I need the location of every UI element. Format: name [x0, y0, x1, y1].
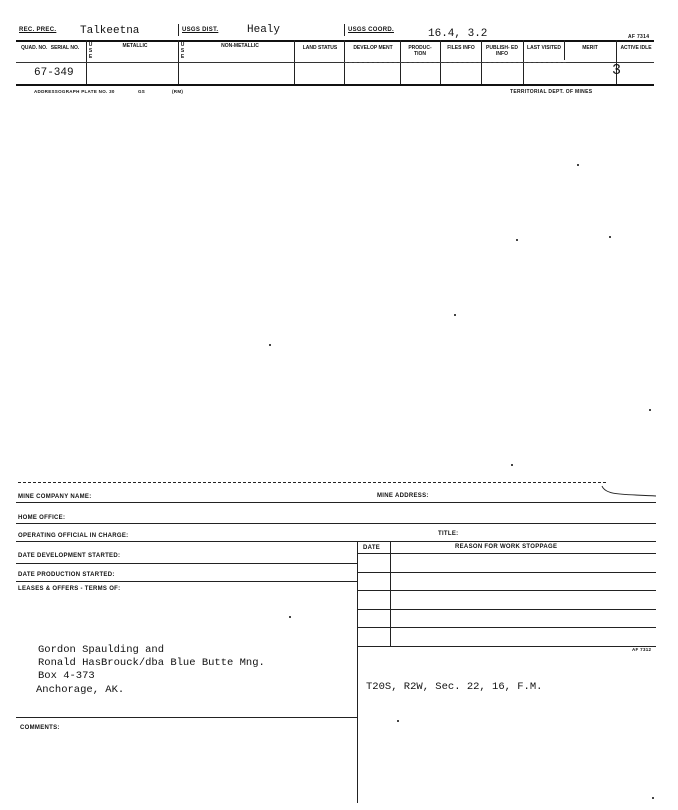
- table-rule: [357, 627, 656, 628]
- usgs-dist-label: USGS DIST.: [182, 27, 219, 33]
- header-bottom-rule: [16, 84, 654, 86]
- speck: [289, 616, 291, 618]
- mine-company-name-label: MINE COMPANY NAME:: [18, 494, 92, 500]
- table-rule: [357, 609, 656, 610]
- usgs-coord-label: USGS COORD.: [348, 27, 394, 33]
- speck: [609, 236, 611, 238]
- col-merit: MERIT: [582, 45, 598, 51]
- footer-right: TERRITORIAL DEPT. OF MINES: [510, 89, 593, 95]
- col-production: PRODUC- TION: [408, 45, 432, 57]
- header-subrule-dashed: [344, 62, 566, 63]
- location-text: T20S, R2W, Sec. 22, 16, F.M.: [366, 681, 543, 693]
- footer-mid-2: (RM): [172, 89, 184, 94]
- form-code: AF 7314: [628, 34, 650, 40]
- table-rule: [357, 553, 656, 554]
- col-non-metallic: NON-METALLIC: [221, 43, 259, 49]
- rule: [16, 502, 656, 503]
- rule: [16, 563, 357, 564]
- form-code-2: AF 7312: [632, 647, 652, 652]
- title-label: TITLE:: [438, 531, 459, 537]
- record-number: 67-349: [34, 67, 74, 79]
- owner-line-1: Gordon Spaulding and: [38, 644, 165, 656]
- date-column-header: DATE: [363, 545, 381, 551]
- col-active-idle: ACTIVE IDLE: [620, 45, 652, 51]
- rule: [16, 581, 357, 582]
- rec-prec-value: Talkeetna: [80, 25, 140, 37]
- speck: [511, 464, 513, 466]
- reason-column-header: REASON FOR WORK STOPPAGE: [455, 544, 558, 550]
- date-production-started-label: DATE PRODUCTION STARTED:: [18, 572, 115, 578]
- owner-line-4: Anchorage, AK.: [36, 684, 125, 696]
- speck: [577, 164, 579, 166]
- footer-left: ADDRESSOGRAPH PLATE NO. 30: [34, 89, 115, 94]
- comments-label: COMMENTS:: [20, 725, 60, 731]
- curl-mark: [600, 478, 660, 500]
- col-serial-no: SERIAL NO.: [50, 45, 80, 51]
- divider: [564, 40, 565, 60]
- owner-line-2: Ronald HasBrouck/dba Blue Butte Mng.: [38, 657, 265, 669]
- col-use-2: U S E: [180, 42, 185, 60]
- col-last-visited: LAST VISITED: [527, 45, 561, 51]
- speck: [397, 720, 399, 722]
- table-rule: [357, 572, 656, 573]
- home-office-label: HOME OFFICE:: [18, 515, 66, 521]
- operating-official-label: OPERATING OFFICIAL IN CHARGE:: [18, 533, 129, 539]
- col-published-info: PUBLISH- ED INFO: [486, 45, 518, 57]
- col-files-info: FILES INFO: [447, 45, 475, 51]
- col-use-1: U S E: [88, 42, 93, 60]
- form-top-rule: [18, 482, 606, 483]
- rule: [16, 541, 656, 542]
- col-land-status: LAND STATUS: [302, 45, 338, 51]
- merit-value: 3: [612, 62, 622, 79]
- divider: [390, 541, 391, 646]
- rule: [16, 717, 357, 718]
- usgs-dist-value: Healy: [247, 24, 281, 36]
- leases-offers-label: LEASES & OFFERS - TERMS OF:: [18, 586, 121, 592]
- date-development-started-label: DATE DEVELOPMENT STARTED:: [18, 553, 121, 559]
- speck: [652, 797, 654, 799]
- mine-address-label: MINE ADDRESS:: [377, 493, 429, 499]
- speck: [649, 409, 651, 411]
- speck: [454, 314, 456, 316]
- header-rule: [16, 40, 654, 42]
- rec-prec-label: REC. PREC.: [19, 27, 57, 33]
- usgs-coord-value: 16.4, 3.2: [428, 28, 488, 40]
- table-rule: [357, 590, 656, 591]
- col-metallic: METALLIC: [122, 43, 148, 49]
- divider: [344, 24, 345, 36]
- col-quad-no: QUAD. NO.: [21, 45, 48, 51]
- owner-line-3: Box 4-373: [38, 670, 95, 682]
- footer-mid-1: GS: [138, 89, 146, 94]
- speck: [269, 344, 271, 346]
- divider: [357, 541, 358, 803]
- divider: [178, 24, 179, 36]
- table-rule: [357, 646, 656, 647]
- speck: [516, 239, 518, 241]
- rule: [16, 523, 656, 524]
- col-development: DEVELOP MENT: [353, 45, 393, 51]
